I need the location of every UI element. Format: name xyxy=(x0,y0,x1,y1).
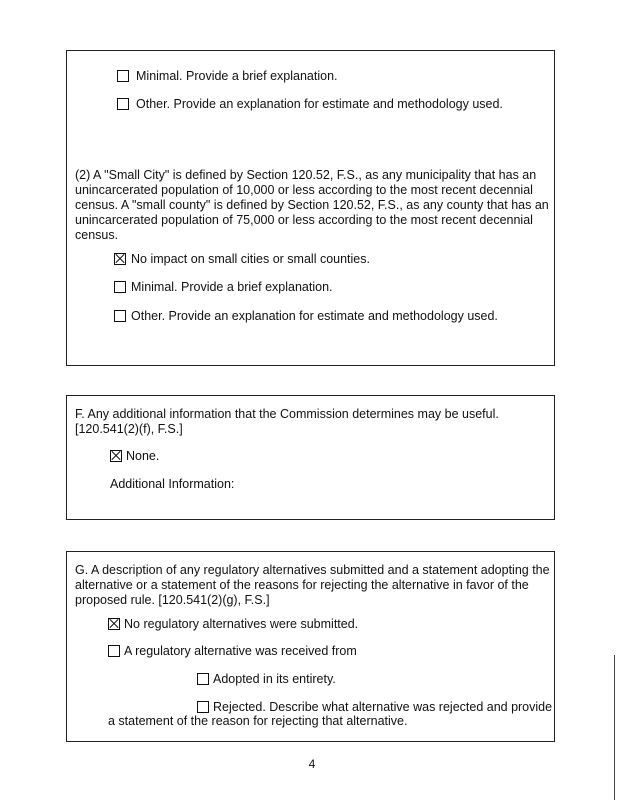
adopted-checkbox[interactable] xyxy=(197,673,209,685)
adopted-label: Adopted in its entirety. xyxy=(213,672,336,686)
minimal2-label: Minimal. Provide a brief explanation. xyxy=(131,280,333,294)
section-f-heading: F. Any additional information that the Commission determines may be useful. [120.541(2)(f), F.S.] xyxy=(75,407,499,436)
minimal-checkbox[interactable] xyxy=(117,70,129,82)
section-g-heading: G. A description of any regulatory alternatives submitted and a statement adopting the alternative or a statement of the reasons for rejecting the alternative in favor of the proposed rule. [120.541(2)(g), F.S.] xyxy=(75,563,550,607)
minimal2-checkbox[interactable] xyxy=(114,281,126,293)
other-label: Other. Provide an explanation for estimate and methodology used. xyxy=(136,97,503,111)
additional-information-label: Additional Information: xyxy=(110,477,235,491)
scan-edge-line xyxy=(614,655,615,800)
page-number: 4 xyxy=(308,757,316,771)
rejected-label-continued: a statement of the reason for rejecting that alternative. xyxy=(108,714,408,728)
no-impact-checkbox[interactable] xyxy=(114,253,126,265)
minimal-label: Minimal. Provide a brief explanation. xyxy=(136,69,338,83)
other2-label: Other. Provide an explanation for estimate and methodology used. xyxy=(131,309,498,323)
rejected-label: Rejected. Describe what alternative was rejected and provide xyxy=(213,700,553,714)
small-city-definition: (2) A "Small City" is defined by Section 120.52, F.S., as any municipality that has an unincarcerated population of 10,000 or less according to the most recent decennial census. A "small county" is defined by Section 120.52, F.S., as any county that has an unincarcerated population of 75,000 or less according to the most recent decennial census. xyxy=(75,168,549,242)
no-alternatives-label: No regulatory alternatives were submitted. xyxy=(124,617,359,631)
alternative-received-label: A regulatory alternative was received from xyxy=(124,644,357,658)
none-label: None. xyxy=(126,449,160,463)
none-checkbox[interactable] xyxy=(110,450,122,462)
no-impact-label: No impact on small cities or small counties. xyxy=(131,252,370,266)
rejected-checkbox[interactable] xyxy=(197,701,209,713)
other2-checkbox[interactable] xyxy=(114,310,126,322)
alternative-received-checkbox[interactable] xyxy=(108,645,120,657)
other-checkbox[interactable] xyxy=(117,98,129,110)
no-alternatives-checkbox[interactable] xyxy=(108,618,120,630)
